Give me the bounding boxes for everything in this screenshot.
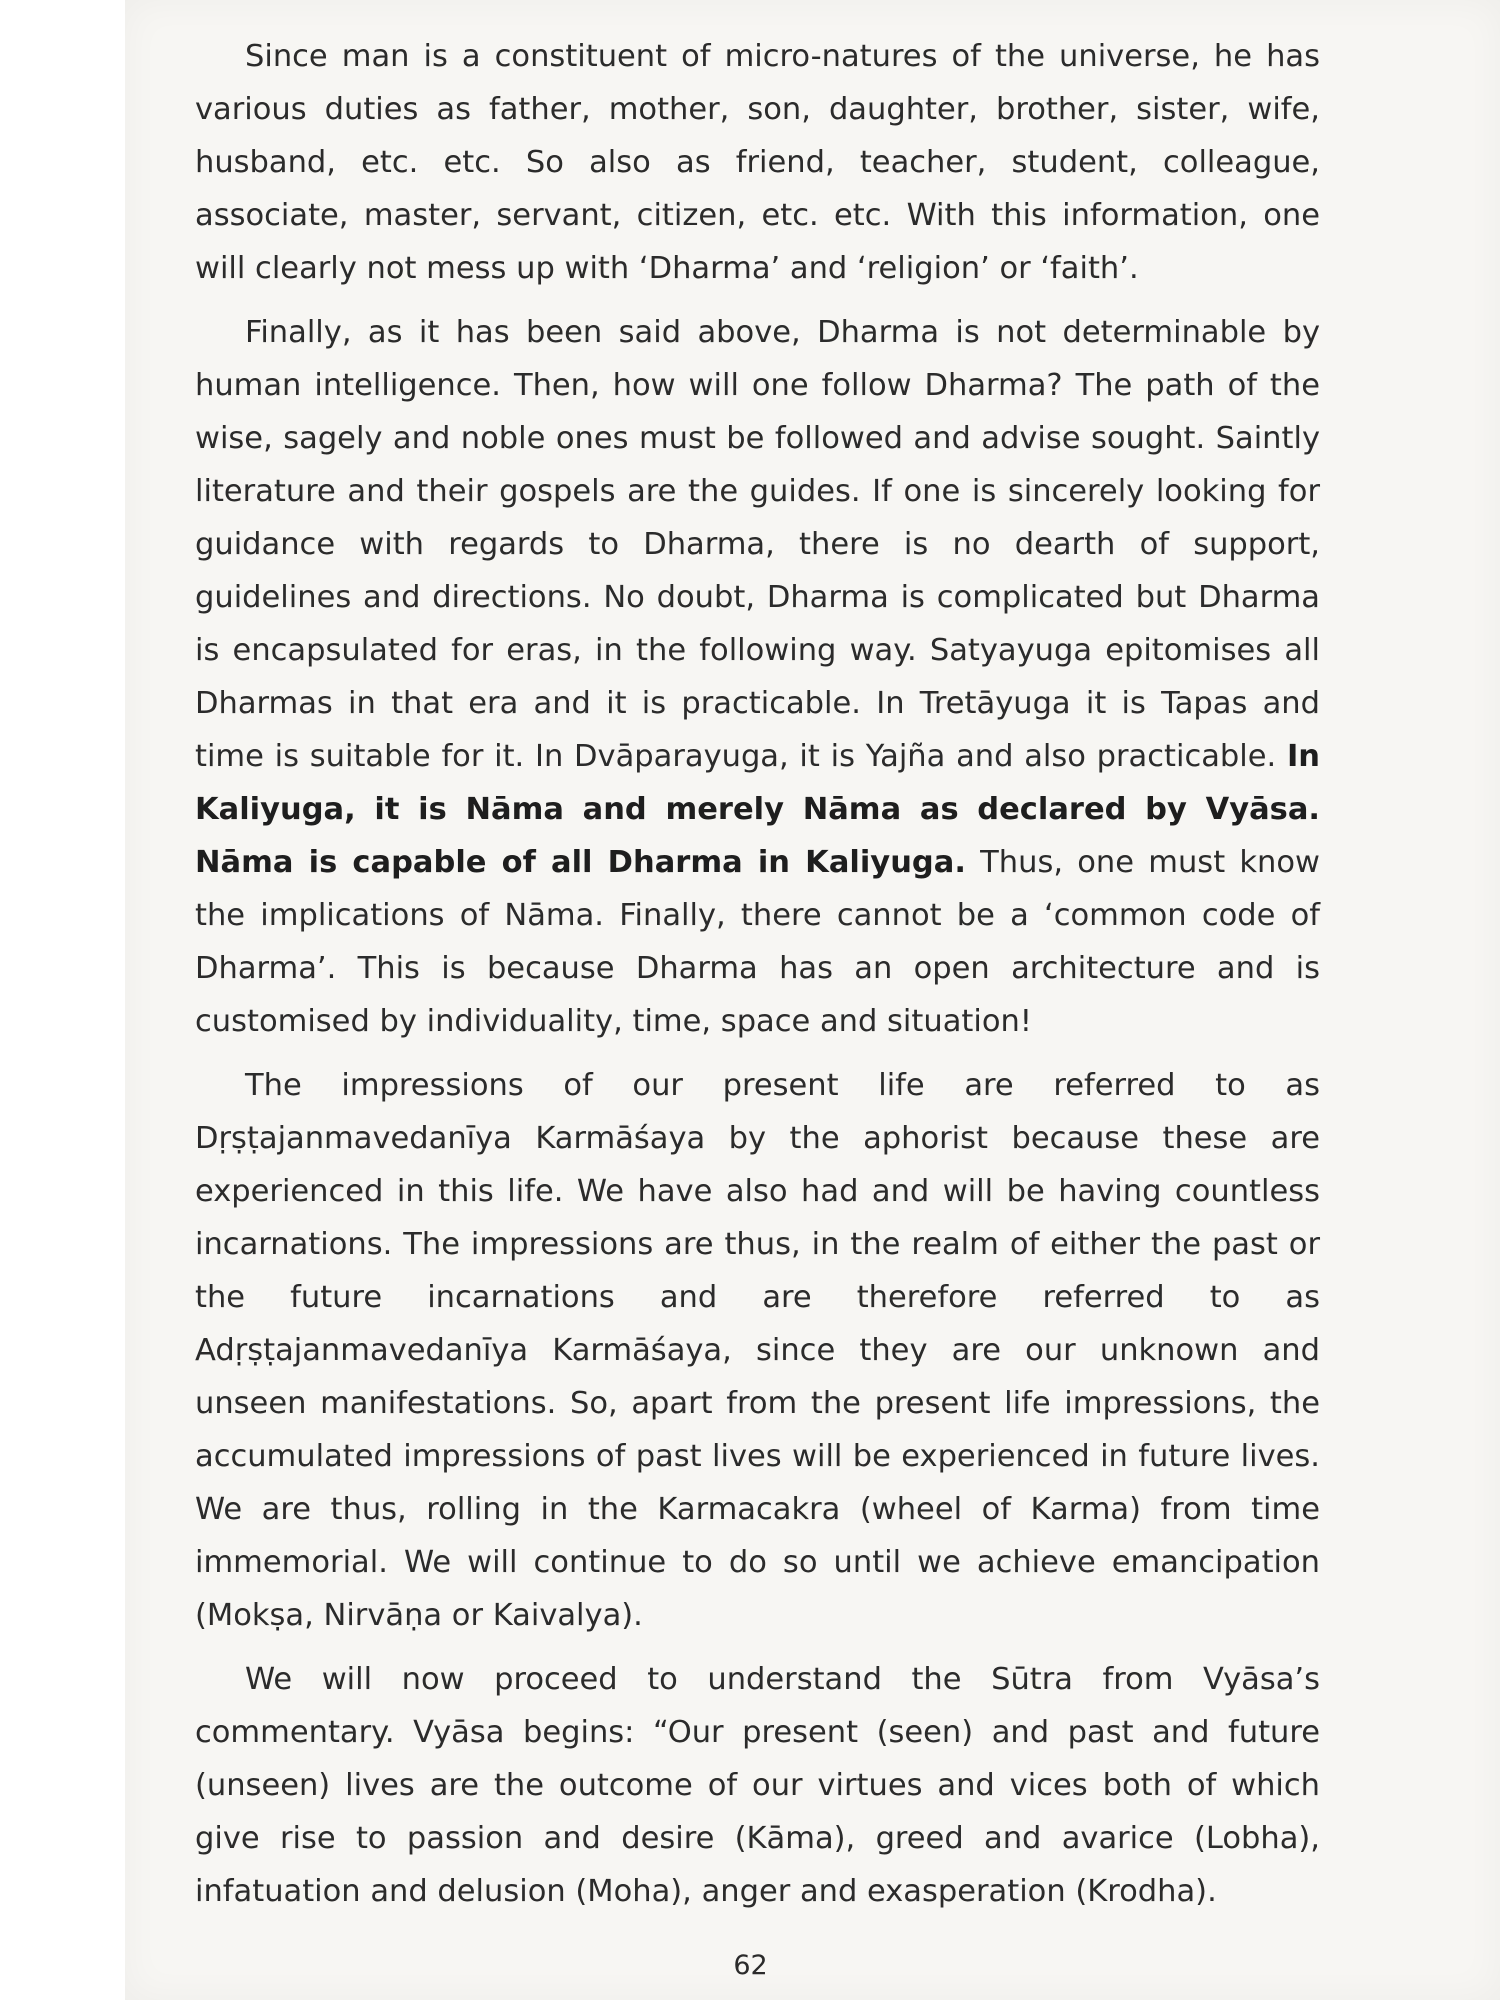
paragraph-dharma-text-end: Thus, one must know the implications of Nāma. Finally, there cannot be a ‘common code of Dharma’. This is because Dharma has an open architecture and is customised by individuality, time, space and situation! bbox=[195, 845, 1320, 1039]
book-page bbox=[125, 0, 1500, 2000]
paragraph-duties: Since man is a constituent of micro-natures of the universe, he has various duties as father, mother, son, daughter, brother, sister, wife, husband, etc. etc. So also as friend, teacher, student, colleague, associate, master, servant, citizen, etc. etc. With this information, one will clearly not mess up with ‘Dharma’ and ‘religion’ or ‘faith’. bbox=[195, 39, 1320, 286]
paragraph-vyasa-commentary: We will now proceed to understand the Sūtra from Vyāsa’s commentary. Vyāsa begins: “Our present (seen) and past and future (unseen) lives are the outcome of our virtues and vices both of which give rise to passion and desire (Kāma), greed and avarice (Lobha), infatuation and delusion (Moha), anger and exasperation (Krodha). bbox=[195, 1662, 1320, 1909]
page-number: 62 bbox=[733, 1950, 768, 1981]
paragraph-dharma-text-start: Finally, as it has been said above, Dharma is not determinable by human intelligence. Then, how will one follow Dharma? The path of the wise, sagely and noble ones must be followed and advise sought. Saintly literature and their gospels are the guides. If one is sincerely looking for guidance with regards to Dharma, there is no dearth of support, guidelines and directions. No doubt, Dharma is complicated but Dharma is encapsulated for eras, in the following way. Satyayuga epitomises all Dharmas in that era and it is practicable. In Tretāyuga it is Tapas and time is suitable for it. In Dvāparayuga, it is Yajña and also practicable. bbox=[195, 315, 1320, 774]
paragraph-impressions: The impressions of our present life are referred to as Dṛṣṭajanmavedanīya Karmāśaya by the aphorist because these are experienced in this life. We have also had and will be having countless incarnations. The impressions are thus, in the realm of either the past or the future incarnations and are therefore referred to as Adṛṣṭajanmavedanīya Karmāśaya, since they are our unknown and unseen manifestations. So, apart from the present life impressions, the accumulated impressions of past lives will be experienced in future lives. We are thus, rolling in the Karmacakra (wheel of Karma) from time immemorial. We will continue to do so until we achieve emancipation (Mokṣa, Nirvāṇa or Kaivalya). bbox=[195, 1068, 1320, 1633]
paragraph-dharma-guidance bbox=[195, 306, 1320, 1048]
paragraph-dharma-bold-text: In Kaliyuga, it is Nāma and merely Nāma as declared by Vyāsa. Nāma is capable of all Dharma in Kaliyuga. bbox=[195, 739, 1320, 880]
body-text bbox=[195, 30, 1320, 1929]
